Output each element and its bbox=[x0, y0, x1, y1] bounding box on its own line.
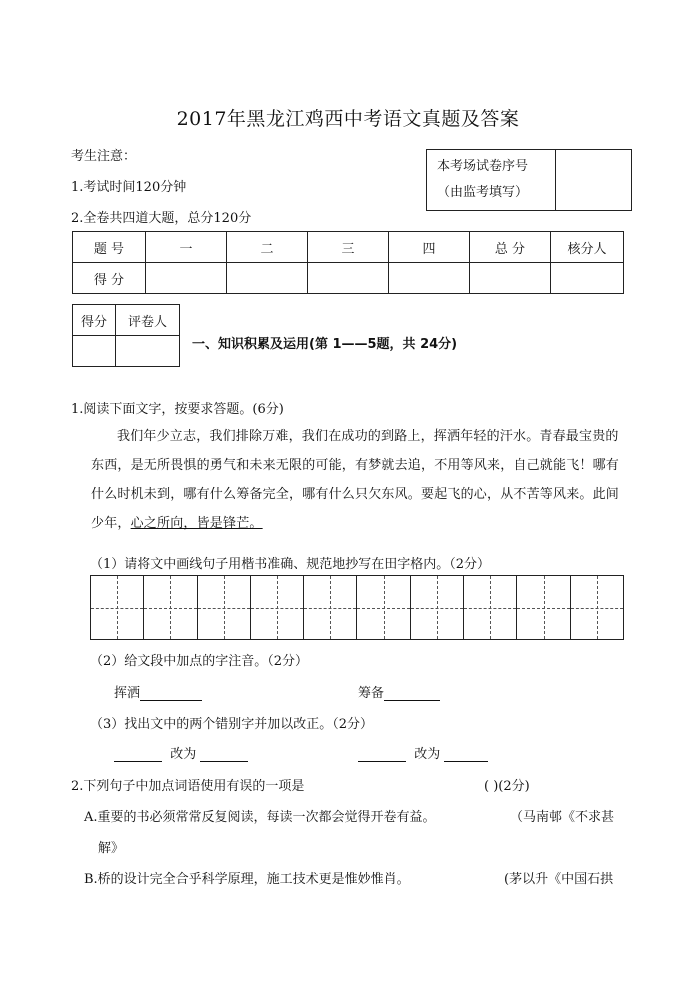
page-title: 2017年黑龙江鸡西中考语文真题及答案 bbox=[176, 108, 520, 130]
tianzige-grid[interactable] bbox=[90, 575, 624, 640]
score-header-cell: 一 bbox=[146, 232, 227, 263]
notice-total: 2.全卷共四道大题，总分120分 bbox=[71, 211, 252, 226]
score-table-row bbox=[73, 263, 624, 294]
pinyin-word-2: 筹备 bbox=[358, 686, 385, 701]
right-char-blank-1[interactable] bbox=[200, 747, 248, 762]
question-1-passage bbox=[91, 422, 631, 538]
score-cell[interactable] bbox=[551, 263, 624, 294]
score-table bbox=[72, 231, 624, 294]
notice-heading: 考生注意： bbox=[71, 149, 137, 164]
question-2-stem: 2.下列句子中加点词语使用有误的一项是 bbox=[71, 779, 305, 794]
passage-text: 我们年少立志，我们排除万难，我们在成功的到路上，挥洒年轻的汗水。青春最宝贵的东西，是无所畏惧的勇气和未来无限的可能，有梦就去追，不用等风来，自己就能飞！哪有什么时机未到，哪有什么筹备完全，哪有什么只欠东风。要起飞的心，从不苦等风来。此间少年， bbox=[91, 429, 620, 531]
grader-score-label: 得分 bbox=[73, 305, 116, 336]
seat-number-field[interactable] bbox=[556, 150, 632, 211]
question-2-option-a: A.重要的书必须常常反复阅读，每读一次都会觉得开卷有益。 bbox=[84, 810, 436, 825]
question-1-sub2: （2）给文段中加点的字注音。（2分） bbox=[90, 654, 309, 669]
score-header-cell: 二 bbox=[227, 232, 308, 263]
grid-cell[interactable] bbox=[251, 576, 304, 639]
score-cell[interactable] bbox=[308, 263, 389, 294]
pinyin-blank-2[interactable] bbox=[384, 686, 440, 701]
score-header-cell: 总 分 bbox=[470, 232, 551, 263]
grid-cell[interactable] bbox=[144, 576, 197, 639]
question-1-sub1: （1）请将文中画线句子用楷书准确、规范地抄写在田字格内。（2分） bbox=[90, 557, 491, 572]
grid-cell[interactable] bbox=[571, 576, 623, 639]
option-a-source-cont: 解》 bbox=[98, 841, 125, 856]
seat-number-label bbox=[427, 150, 556, 211]
question-1-stem: 1.阅读下面文字，按要求答题。(6分) bbox=[71, 402, 284, 417]
score-cell[interactable] bbox=[470, 263, 551, 294]
score-header-cell: 核分人 bbox=[551, 232, 624, 263]
grader-name-label: 评卷人 bbox=[116, 305, 180, 336]
wrong-char-blank-1[interactable] bbox=[114, 747, 162, 762]
correction-pair-1 bbox=[114, 743, 248, 762]
question-2-option-b: B.桥的设计完全合乎科学原理，施工技术更是惟妙惟肖。 bbox=[84, 872, 410, 887]
seat-number-box bbox=[426, 149, 632, 211]
notice-time: 1.考试时间120分钟 bbox=[71, 180, 187, 195]
passage-underlined-sentence: 心之所向，皆是锋芒。 bbox=[130, 516, 263, 531]
grader-table bbox=[72, 304, 180, 367]
grid-cell[interactable] bbox=[91, 576, 144, 639]
score-row-label: 得 分 bbox=[73, 263, 146, 294]
pinyin-item-2 bbox=[358, 682, 440, 701]
question-2-answer-bracket[interactable]: ( )(2分) bbox=[484, 779, 530, 794]
seat-label-line1: 本考场试卷序号 bbox=[437, 159, 529, 174]
pinyin-blank-1[interactable] bbox=[140, 686, 202, 701]
change-to-label: 改为 bbox=[170, 747, 197, 762]
score-cell[interactable] bbox=[227, 263, 308, 294]
question-1-sub3: （3）找出文中的两个错别字并加以改正。（2分） bbox=[90, 717, 374, 732]
wrong-char-blank-2[interactable] bbox=[358, 747, 406, 762]
score-header-cell: 三 bbox=[308, 232, 389, 263]
pinyin-word-1: 挥洒 bbox=[114, 686, 141, 701]
grid-cell[interactable] bbox=[464, 576, 517, 639]
score-cell[interactable] bbox=[146, 263, 227, 294]
seat-label-line2: （由监考填写） bbox=[437, 185, 529, 200]
score-header-cell: 四 bbox=[389, 232, 470, 263]
score-cell[interactable] bbox=[389, 263, 470, 294]
option-b-source: (茅以升《中国石拱 bbox=[504, 872, 614, 887]
score-table-header bbox=[73, 232, 624, 263]
score-header-cell: 题 号 bbox=[73, 232, 146, 263]
grader-name-cell[interactable] bbox=[116, 336, 180, 367]
option-a-source: （马南邨《不求甚 bbox=[510, 810, 615, 825]
section-1-title: 一、知识积累及运用(第 1——5题，共 24分) bbox=[192, 337, 458, 352]
change-to-label: 改为 bbox=[414, 747, 441, 762]
grid-cell[interactable] bbox=[304, 576, 357, 639]
grid-cell[interactable] bbox=[357, 576, 410, 639]
grid-cell[interactable] bbox=[517, 576, 570, 639]
grader-score-cell[interactable] bbox=[73, 336, 116, 367]
grid-cell[interactable] bbox=[198, 576, 251, 639]
right-char-blank-2[interactable] bbox=[444, 747, 488, 762]
pinyin-item-1 bbox=[114, 682, 202, 701]
grid-cell[interactable] bbox=[411, 576, 464, 639]
correction-pair-2 bbox=[358, 743, 488, 762]
